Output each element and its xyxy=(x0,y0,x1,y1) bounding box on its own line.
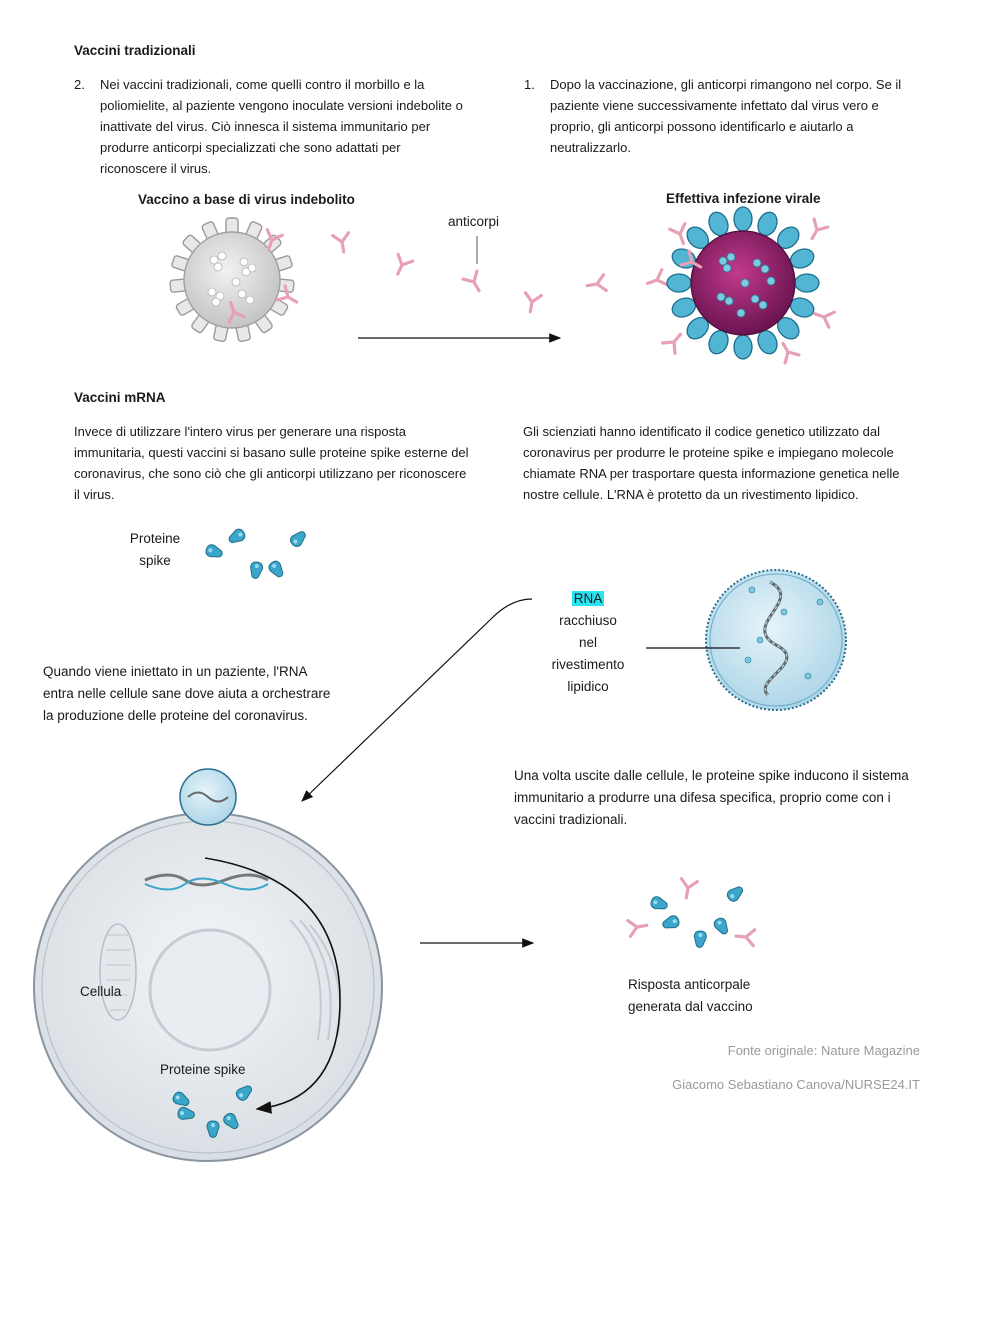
rna-line-2: racchiuso xyxy=(559,613,617,628)
mrna-left-text: Invece di utilizzare l'intero virus per generare una risposta immunitaria, questi vaccini si basano sulle proteine spike esterne del coronavirus, che sono ciò che gli anticorpi utilizzano per riconoscere il virus. xyxy=(74,424,469,502)
response-line-1: Risposta anticorpale xyxy=(628,977,751,992)
item-2-text: Nei vaccini tradizionali, come quelli contro il morbillo e la poliomielite, al paziente vengono inoculate versioni indebolite o inattivate del virus. Ciò innesca il sistema immunitario per produrre anticorpi specializzati che sono adattati per riconoscere il virus. xyxy=(100,77,463,176)
traditional-heading: Vaccini tradizionali xyxy=(74,43,196,58)
antibody-response-illustration xyxy=(628,879,755,948)
injection-arrow xyxy=(302,599,532,801)
response-line-2: generata dal vaccino xyxy=(628,999,753,1014)
cell-spike-label: Proteine spike xyxy=(160,1062,246,1077)
cell-illustration xyxy=(34,769,382,1161)
exit-text: Una volta uscite dalle cellule, le proteine spike inducono il sistema immunitario a produrre una difesa specifica, proprio come con i vaccini tradizionali. xyxy=(514,768,909,827)
weak-virus-label: Vaccino a base di virus indebolito xyxy=(138,192,355,207)
item-2-number: 2. xyxy=(74,77,85,92)
spike-label-line-1: Proteine xyxy=(129,531,181,546)
spike-proteins-illustration xyxy=(204,527,308,579)
infection-label: Effettiva infezione virale xyxy=(666,191,821,206)
rna-line-3: nel xyxy=(578,635,597,650)
spike-label-line-2: spike xyxy=(139,553,171,568)
item-1-number: 1. xyxy=(524,77,535,92)
antibodies-label: anticorpi xyxy=(448,214,500,229)
mrna-right-text: Gli scienziati hanno identificato il codice genetico utilizzato dal coronavirus per produrre le proteine spike e impiegano molecole chiamate RNA per trasportare questa informazione genetica nelle nostre cellule. L'RNA è protetto da un rivestimento lipidico. xyxy=(523,424,900,502)
infected-virus-illustration xyxy=(663,207,835,363)
source-credit: Fonte originale: Nature Magazine xyxy=(727,1043,920,1058)
weakened-virus-illustration xyxy=(170,218,301,342)
mrna-heading: Vaccini mRNA xyxy=(74,390,166,405)
rna-word: RNA xyxy=(573,591,603,606)
injection-text: Quando viene iniettato in un paziente, l'RNA entra nelle cellule sane dove aiuta a orchestrare la produzione delle proteine del coronavirus. xyxy=(43,664,331,723)
floating-antibodies xyxy=(333,233,668,314)
cell-label: Cellula xyxy=(80,984,122,999)
rna-line-5: lipidico xyxy=(567,679,609,694)
author-credit: Giacomo Sebastiano Canova/NURSE24.IT xyxy=(672,1077,920,1092)
item-1-text: Dopo la vaccinazione, gli anticorpi rimangono nel corpo. Se il paziente viene successivamente infettato dal virus vero e proprio, gli anticorpi possono identificarlo e aiutarlo a neutralizzarlo. xyxy=(550,77,902,155)
lipid-coated-rna-illustration xyxy=(706,570,846,710)
rna-line-4: rivestimento xyxy=(551,657,625,672)
